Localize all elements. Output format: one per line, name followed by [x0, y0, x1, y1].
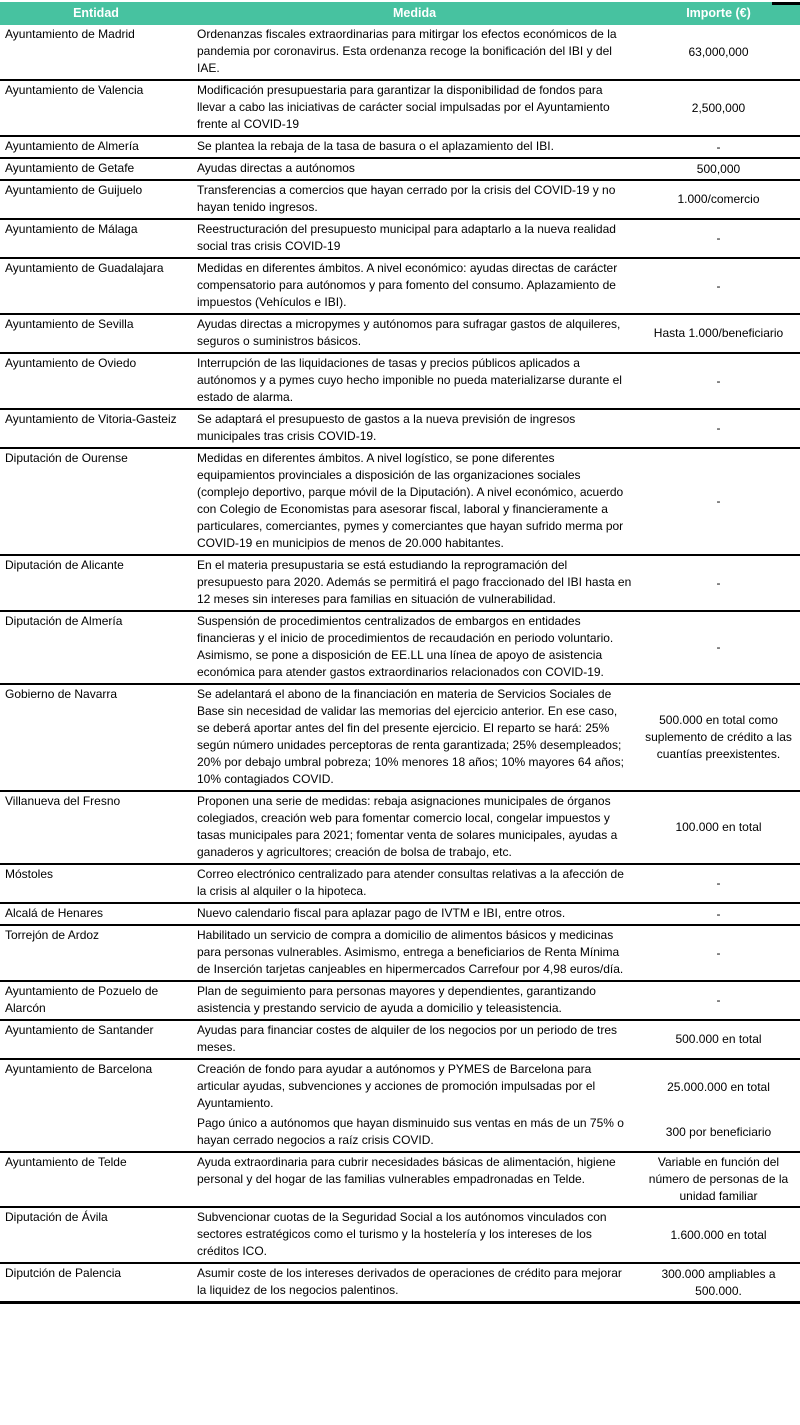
- importe-cell: -: [716, 231, 721, 245]
- table-row: [0, 1151, 800, 1206]
- entidad-cell: Ayuntamiento de Madrid: [5, 27, 135, 41]
- medida-cell: Plan de seguimiento para personas mayores y dependientes, garantizando asistencia y prestando servicio de ayuda a domicilio y teleasistencia.: [197, 984, 596, 1015]
- table-row: [0, 157, 800, 179]
- medida-cell: Reestructuración del presupuesto municipal para adaptarlo a la nueva realidad social tras crisis COVID-19: [197, 222, 616, 253]
- entidad-cell: Ayuntamiento de Telde: [5, 1155, 127, 1169]
- measure-block: [192, 220, 800, 257]
- table-row: [0, 610, 800, 683]
- medida-cell: Ayudas para financiar costes de alquiler de los negocios por un periodo de tres meses.: [197, 1023, 618, 1054]
- row-blocks: [192, 1208, 800, 1262]
- medida-cell: Habilitado un servicio de compra a domicilio de alimentos básicos y medicinas para personas vulnerables. Asimismo, entrega a beneficiarios de Renta Mínima de Inserción tarjetas canjeables en hipermercados Carrefour por 4,98 euros/día.: [197, 928, 624, 976]
- row-blocks: [192, 220, 800, 257]
- top-right-crop-mark: [772, 2, 800, 5]
- medida-cell: Ordenanzas fiscales extraordinarias para mitirgar los efectos económicos de la pandemia por coronavirus. Esta ordenanza recoge la bonificación del IBI y del IAE.: [197, 27, 617, 75]
- row-blocks: [192, 81, 800, 135]
- entidad-cell: Ayuntamiento de Almería: [5, 139, 139, 153]
- importe-cell: -: [716, 906, 721, 921]
- medida-cell: Pago único a autónomos que hayan disminuido sus ventas en más de un 75% o hayan cerrado negocios a raíz crisis COVID.: [197, 1116, 624, 1147]
- table-row: [0, 1019, 800, 1058]
- medida-cell: En el materia presupustaria se está estudiando la reprogramación del presupuesto para 2020. Además se permitirá el pago fraccionado del IBI hasta en 12 meses sin intereses para familias en situación de vulnerabilidad.: [197, 558, 632, 606]
- medida-cell: Ayudas directas a autónomos: [197, 161, 355, 175]
- importe-cell: 100.000 en total: [675, 820, 762, 834]
- importe-cell: -: [716, 139, 721, 154]
- row-blocks: [192, 354, 800, 408]
- row-blocks: [192, 159, 800, 179]
- row-blocks: [192, 410, 800, 447]
- row-blocks: [192, 685, 800, 790]
- measure-block: [192, 982, 800, 1019]
- entidad-cell: Villanueva del Fresno: [5, 794, 121, 808]
- entidad-cell: Ayuntamiento de Vitoria-Gasteiz: [5, 412, 177, 426]
- importe-cell: -: [716, 575, 721, 590]
- medida-cell: Suspensión de procedimientos centralizados de embargos en entidades financieras y el inicio de procedimientos de recaudación en periodo voluntario. Asimismo, se pone a disposición de EE.LL una línea de apoyo de asistencia económica para atender gastos extraordinarios relacionados con COVID-19.: [197, 614, 614, 679]
- entidad-cell: Ayuntamiento de Pozuelo de Alarcón: [5, 984, 159, 1015]
- row-blocks: [192, 449, 800, 554]
- measure-block: [192, 354, 800, 408]
- measure-block: [192, 81, 800, 135]
- entidad-cell: Móstoles: [5, 867, 54, 881]
- importe-cell: -: [716, 945, 721, 960]
- measure-block: [192, 1208, 800, 1262]
- medida-cell: Creación de fondo para ayudar a autónomos y PYMES de Barcelona para articular ayudas, subvenciones y acciones de promoción impulsadas por el Ayuntamiento.: [197, 1062, 596, 1110]
- table-row: [0, 179, 800, 218]
- table-row: [0, 79, 800, 135]
- medida-cell: Ayudas directas a micropymes y autónomos para sufragar gastos de alquileres, seguros o suministros básicos.: [197, 317, 621, 348]
- measure-block: [192, 25, 800, 79]
- medida-cell: Asumir coste de los intereses derivados de operaciones de crédito para mejorar la liquidez de los negocios palentinos.: [197, 1266, 622, 1297]
- importe-cell: 500.000 en total como suplemento de crédito a las cuantías preexistentes.: [645, 713, 792, 761]
- table-row: [0, 980, 800, 1019]
- entidad-cell: Alcalá de Henares: [5, 906, 104, 920]
- row-blocks: [192, 865, 800, 902]
- medida-cell: Se adaptará el presupuesto de gastos a la nueva previsión de ingresos municipales tras crisis COVID-19.: [197, 412, 576, 443]
- table-row: [0, 218, 800, 257]
- table-row: [0, 1262, 800, 1301]
- importe-cell: Variable en función del número de personas de la unidad familiar: [648, 1155, 789, 1203]
- measure-block: [192, 181, 800, 218]
- medida-cell: Medidas en diferentes ámbitos. A nivel económico: ayudas directas de carácter compensatorio para autónomos y para fomento del consumo. Aplazamiento de impuestos (Vehículos e IBI).: [197, 261, 618, 309]
- header-cell-importe: Importe (€): [686, 6, 751, 20]
- medida-cell: Modificación presupuestaria para garantizar la disponibilidad de fondos para llevar a cabo las iniciativas de carácter social impulsadas por el Ayuntamiento frente al COVID-19: [197, 83, 610, 131]
- entidad-cell: Torrejón de Ardoz: [5, 928, 100, 942]
- table-header: [0, 2, 800, 25]
- row-blocks: [192, 259, 800, 313]
- medida-cell: Proponen una serie de medidas: rebaja asignaciones municipales de órganos colegiados, creación web para fomentar comercio local, congelar impuestos y tasas municipales para 2021; fomentar venta de solares municipales, ayudas a ganaderos y agricultores; creación de bolsa de trabajo, etc.: [197, 794, 618, 859]
- entidad-cell: Gobierno de Navarra: [5, 687, 118, 701]
- row-blocks: [192, 1153, 800, 1206]
- measure-block: [192, 1021, 800, 1058]
- table-body: [0, 25, 800, 1301]
- row-blocks: [192, 181, 800, 218]
- importe-cell: 300 por beneficiario: [665, 1125, 772, 1139]
- importe-cell: -: [716, 373, 721, 388]
- table-row: [0, 257, 800, 313]
- medida-cell: Transferencias a comercios que hayan cerrado por la crisis del COVID-19 y no hayan tenido ingresos.: [197, 183, 616, 214]
- medida-cell: Ayuda extraordinaria para cubrir necesidades básicas de alimentación, higiene personal y del hogar de las familias vulnerables empadronadas en Telde.: [197, 1155, 616, 1186]
- medida-cell: Se adelantará el abono de la financiación en materia de Servicios Sociales de Base sin necesidad de validar las memorias del ejercicio anterior. En ese caso, se deberá aportar antes del fin del presente ejercicio. El reparto se hará: 25% según número unidades perceptoras de renta garantizada; 25% desempleados; 20% por debajo umbral pobreza; 10% menores 18 años; 10% mayores 64 años; 10% contagiados COVID.: [197, 687, 624, 786]
- importe-cell: 1.600.000 en total: [670, 1227, 767, 1242]
- measure-block: [192, 410, 800, 447]
- table-row: [0, 313, 800, 352]
- row-blocks: [192, 1021, 800, 1058]
- row-blocks: [192, 612, 800, 683]
- table-row: [0, 352, 800, 408]
- entidad-cell: Diputación de Alicante: [5, 558, 124, 572]
- row-blocks: [192, 982, 800, 1019]
- measure-block: [192, 865, 800, 902]
- measure-block: [192, 449, 800, 554]
- importe-cell: -: [716, 421, 721, 435]
- entidad-cell: Ayuntamiento de Sevilla: [5, 317, 134, 331]
- measure-block: [192, 1114, 800, 1151]
- medida-cell: Subvencionar cuotas de la Seguridad Social a los autónomos vinculados con sectores estratégicos como el turismo y la hostelería y los intereses de los créditos ICO.: [197, 1210, 607, 1258]
- row-blocks: [192, 556, 800, 610]
- measure-block: [192, 685, 800, 790]
- entidad-cell: Ayuntamiento de Valencia: [5, 83, 144, 97]
- measure-block: [192, 926, 800, 980]
- importe-cell: 1.000/comercio: [677, 192, 760, 206]
- entidad-cell: Diputación de Ourense: [5, 451, 128, 465]
- importe-cell: -: [716, 278, 721, 293]
- header-cell-medida: Medida: [392, 6, 437, 20]
- medida-cell: Interrupción de las liquidaciones de tasas y precios públicos aplicados a autónomos y a pymes cuyo hecho imponible no pueda materializarse durante el estado de alarma.: [197, 356, 622, 404]
- measure-block: [192, 1060, 800, 1114]
- measure-block: [192, 792, 800, 863]
- table-row: [0, 683, 800, 790]
- entidad-cell: Diputación de Ávila: [5, 1210, 108, 1224]
- entidad-cell: Diputación de Almería: [5, 614, 123, 628]
- entidad-cell: Ayuntamiento de Guijuelo: [5, 183, 143, 197]
- importe-cell: 500,000: [696, 161, 741, 176]
- table-row: [0, 790, 800, 863]
- importe-cell: Hasta 1.000/beneficiario: [653, 326, 784, 340]
- table-row: [0, 863, 800, 902]
- measure-block: [192, 137, 800, 157]
- table-row: [0, 1206, 800, 1262]
- row-blocks: [192, 25, 800, 79]
- medida-cell: Medidas en diferentes ámbitos. A nivel logístico, se pone diferentes equipamientos provinciales a disposición de las organizaciones sociales (complejo deportivo, parque móvil de la Diputación). A nivel económico, acuerdo con Colegio de Economistas para asesorar fiscal, laboral y financieramente a particulares, comerciantes, pymes y comerciantes que hayan sufrido merma por COVID-19 en municipios de menos de 20.000 habitantes.: [197, 451, 624, 550]
- importe-cell: 25.000.000 en total: [667, 1079, 770, 1094]
- entidad-cell: Ayuntamiento de Oviedo: [5, 356, 137, 370]
- measure-block: [192, 904, 800, 924]
- row-blocks: [192, 315, 800, 352]
- table-row: [0, 924, 800, 980]
- measure-block: [192, 556, 800, 610]
- medida-cell: Correo electrónico centralizado para atender consultas relativas a la afección de la crisis al alquiler o la hipoteca.: [197, 867, 624, 898]
- row-blocks: [192, 1060, 800, 1151]
- importe-cell: 300.000 ampliables a 500.000.: [661, 1266, 776, 1298]
- entidad-cell: Ayuntamiento de Barcelona: [5, 1062, 153, 1076]
- measure-block: [192, 259, 800, 313]
- table-row: [0, 408, 800, 447]
- covid-measures-table: [0, 2, 800, 1304]
- entidad-cell: Ayuntamiento de Málaga: [5, 222, 138, 236]
- measure-block: [192, 159, 800, 179]
- measure-block: [192, 315, 800, 352]
- medida-cell: Se plantea la rebaja de la tasa de basura o el aplazamiento del IBI.: [197, 139, 554, 153]
- importe-cell: -: [716, 993, 721, 1007]
- importe-cell: 500.000 en total: [675, 1032, 762, 1046]
- row-blocks: [192, 137, 800, 157]
- importe-cell: -: [716, 876, 721, 890]
- row-blocks: [192, 1264, 800, 1301]
- entidad-cell: Ayuntamiento de Guadalajara: [5, 261, 164, 275]
- row-blocks: [192, 904, 800, 924]
- table-row: [0, 1058, 800, 1151]
- table-row: [0, 135, 800, 157]
- importe-cell: -: [716, 640, 721, 654]
- row-blocks: [192, 926, 800, 980]
- entidad-cell: Ayuntamiento de Getafe: [5, 161, 135, 175]
- importe-cell: -: [716, 494, 721, 508]
- importe-cell: 63,000,000: [688, 44, 749, 59]
- table-row: [0, 25, 800, 79]
- measure-block: [192, 612, 800, 683]
- table-row: [0, 447, 800, 554]
- measure-block: [192, 1153, 800, 1206]
- entidad-cell: Diputción de Palencia: [5, 1266, 122, 1280]
- importe-cell: 2,500,000: [691, 100, 746, 115]
- entidad-cell: Ayuntamiento de Santander: [5, 1023, 154, 1037]
- table-row: [0, 902, 800, 924]
- row-blocks: [192, 792, 800, 863]
- header-cell-entidad: Entidad: [73, 6, 119, 20]
- table-row: [0, 554, 800, 610]
- measure-block: [192, 1264, 800, 1301]
- medida-cell: Nuevo calendario fiscal para aplazar pago de IVTM e IBI, entre otros.: [197, 906, 566, 920]
